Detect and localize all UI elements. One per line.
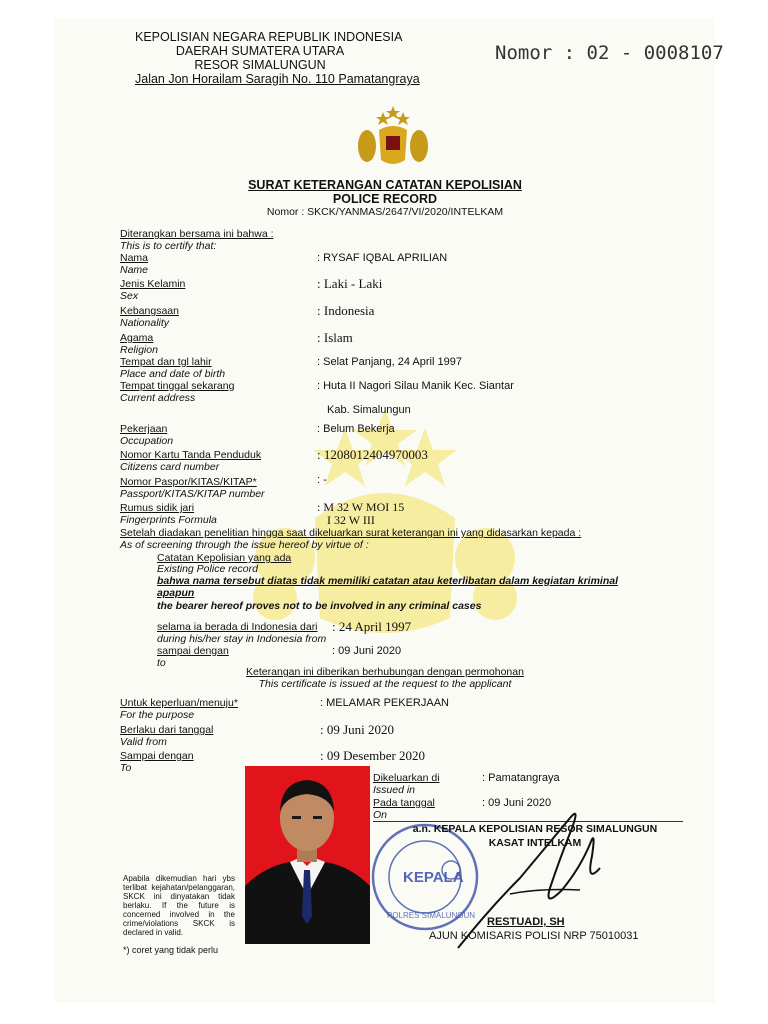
address-label: Tempat tinggal sekarang [120, 380, 235, 392]
document-subtitle: POLICE RECORD [332, 192, 438, 206]
occupation-label-en: Occupation [120, 435, 174, 447]
signatory-title-1: a.n. KEPALA KEPOLISIAN RESOR SIMALUNGUN [412, 823, 658, 835]
ktp-label: Nomor Kartu Tanda Penduduk [120, 449, 262, 461]
nationality-value: : Indonesia [317, 303, 375, 318]
stay-from-label: selama ia berada di Indonesia dari [157, 621, 318, 633]
fingerprint-value-2: I 32 W III [327, 513, 375, 527]
valid-to-label-en: To [120, 762, 132, 774]
request-label: Keterangan ini diberikan berhubungan dengan permohonan [246, 666, 524, 678]
valid-to-value: : 09 Desember 2020 [320, 748, 426, 763]
issued-in-label: Dikeluarkan di [373, 772, 440, 784]
screening-label: Setelah diadakan penelitian hingga saat dikeluarkan surat keterangan ini yang didasarkan kepada : [120, 527, 582, 539]
sex-label-en: Sex [120, 290, 139, 302]
serial-number: Nomor : 02 - 0008107 [495, 42, 724, 64]
name-value: : RYSAF IQBAL APRILIAN [317, 252, 448, 264]
agency-address: Jalan Jon Horailam Saragih No. 110 Pamatangraya [135, 72, 420, 86]
valid-from-label: Berlaku dari tanggal [120, 724, 214, 736]
issued-in-label-en: Issued in [373, 784, 416, 796]
birth-label-en: Place and date of birth [120, 368, 226, 380]
name-label: Nama [120, 252, 149, 264]
address-label-en: Current address [120, 392, 196, 404]
agency-line-1: KEPOLISIAN NEGARA REPUBLIK INDONESIA [135, 30, 403, 44]
screening-label-en: As of screening through the issue hereof by virtue of : [120, 539, 369, 551]
name-label-en: Name [120, 264, 149, 276]
religion-value: : Islam [317, 330, 353, 345]
signatory-title-2: KASAT INTELKAM [488, 837, 582, 849]
stay-to-value: : 09 Juni 2020 [332, 645, 402, 657]
record-label-en: Existing Police record [157, 563, 258, 575]
fingerprint-value-1: : M 32 W MOI 15 [317, 500, 405, 514]
sex-value: : Laki - Laki [317, 276, 383, 291]
signatory-name: RESTUADI, SH [487, 916, 565, 928]
record-statement-2: apapun [157, 587, 195, 599]
stay-to-label-en: to [157, 657, 166, 669]
occupation-value: : Belum Bekerja [317, 423, 395, 435]
issued-on-value: : 09 Juni 2020 [482, 797, 552, 809]
nationality-label: Kebangsaan [120, 305, 179, 317]
issued-on-label: Pada tanggal [373, 797, 435, 809]
validity-note: Apabila dikemudian hari ybs terlibat kejahatan/pelanggaran, SKCK ini dinyatakan tidak berlaku. If the future is concerned involved in the crime/violations SKCK is declared in valid. [123, 874, 235, 937]
passport-label: Nomor Paspor/KITAS/KITAP* [120, 476, 257, 488]
passport-value: : - [317, 474, 327, 486]
fingerprint-label-en: Fingerprints Formula [120, 514, 217, 526]
document-page [55, 18, 724, 1003]
fingerprint-label: Rumus sidik jari [120, 502, 195, 514]
valid-to-label: Sampai dengan [120, 750, 194, 762]
birth-value: : Selat Panjang, 24 April 1997 [317, 356, 462, 368]
stamp-ring-text: POLRES SIMALUNGUN [387, 911, 476, 920]
record-statement-en: the bearer hereof proves not to be involved in any criminal cases [157, 600, 482, 612]
stay-from-value: : 24 April 1997 [332, 619, 412, 634]
document-title: SURAT KETERANGAN CATATAN KEPOLISIAN [248, 178, 522, 192]
purpose-label-en: For the purpose [120, 709, 195, 721]
nationality-label-en: Nationality [120, 317, 170, 329]
request-label-en: This certificate is issued at the request to the applicant [258, 678, 512, 690]
intro-id: Diterangkan bersama ini bahwa : [120, 228, 274, 240]
document-number: Nomor : SKCK/YANMAS/2647/VI/2020/INTELKAM [266, 206, 504, 218]
issued-on-label-en: On [373, 809, 388, 821]
religion-label-en: Religion [120, 344, 158, 356]
purpose-label: Untuk keperluan/menuju* [120, 697, 238, 709]
passport-label-en: Passport/KITAS/KITAP number [120, 488, 265, 500]
agency-line-2: DAERAH SUMATERA UTARA [175, 44, 345, 58]
ktp-label-en: Citizens card number [120, 461, 220, 473]
birth-label: Tempat dan tgl lahir [120, 356, 212, 368]
occupation-label: Pekerjaan [120, 423, 168, 435]
signatory-rank: AJUN KOMISARIS POLISI NRP 75010031 [429, 930, 639, 942]
ktp-value: : 1208012404970003 [317, 447, 428, 462]
issued-in-value: : Pamatangraya [482, 772, 560, 784]
valid-from-value: : 09 Juni 2020 [320, 722, 395, 737]
footnote: *) coret yang tidak perlu [123, 945, 219, 955]
stamp-label: KEPALA [403, 869, 464, 886]
purpose-value: : MELAMAR PEKERJAAN [320, 697, 449, 709]
record-label: Catatan Kepolisian yang ada [157, 552, 292, 564]
address-value-1: : Huta II Nagori Silau Manik Kec. Siantar [317, 380, 514, 392]
valid-from-label-en: Valid from [120, 736, 167, 748]
record-statement-1: bahwa nama tersebut diatas tidak memiliki catatan atau keterlibatan dalam kegiatan kriminal [157, 575, 619, 587]
intro-en: This is to certify that: [120, 240, 217, 252]
address-value-2: Kab. Simalungun [327, 404, 411, 416]
applicant-photo [245, 766, 370, 944]
police-emblem-icon [357, 102, 429, 174]
sex-label: Jenis Kelamin [120, 278, 186, 290]
agency-line-3: RESOR SIMALUNGUN [194, 58, 326, 72]
religion-label: Agama [120, 332, 154, 344]
stay-to-label: sampai dengan [157, 645, 229, 657]
stay-from-label-en: during his/her stay in Indonesia from [157, 633, 327, 645]
